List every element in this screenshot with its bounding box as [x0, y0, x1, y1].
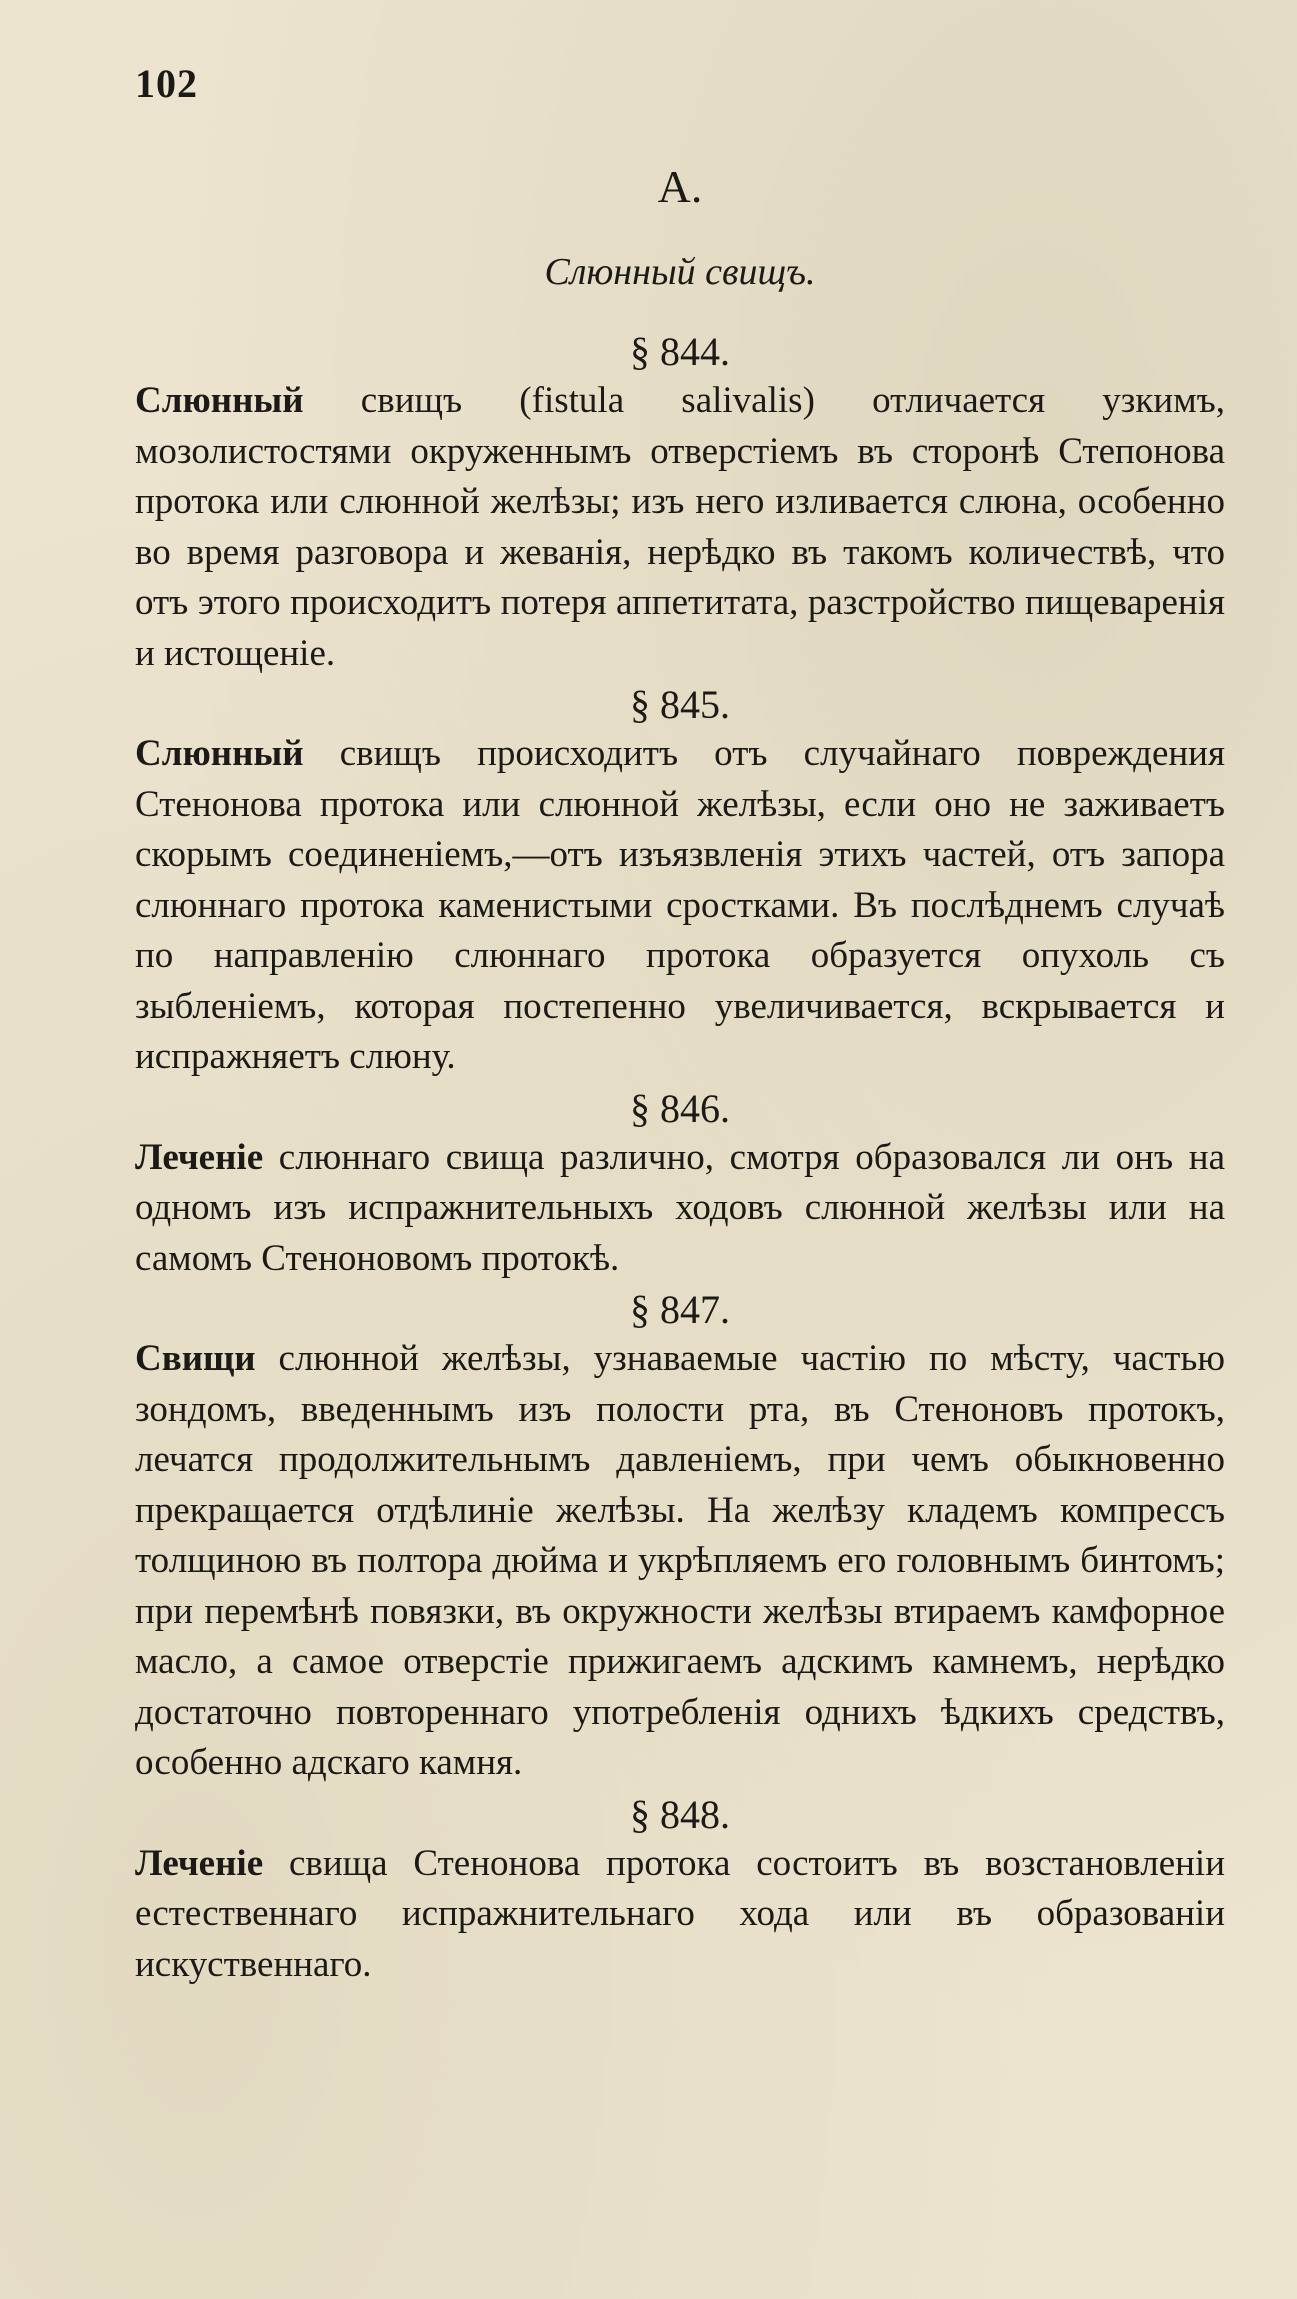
paragraph-body: слюннаго свища различно, смотря образовался ли онъ на одномъ изъ испражнительныхъ ходовъ слюнной желѣзы или на самомъ Стеноновомъ протокѣ.: [135, 1136, 1225, 1279]
paragraph-number: § 846.: [630, 1085, 730, 1131]
paragraph-text: [135, 1839, 1225, 1991]
paragraph-lead-word: Леченіе: [135, 1842, 264, 1884]
chapter-letter: А.: [657, 161, 703, 212]
paragraph-text: [135, 1334, 1225, 1789]
paragraph-body: слюнной желѣзы, узнаваемые частію по мѣсту, частью зондомъ, введеннымъ изъ полости рта, въ Стеноновъ протокъ, лечатся продолжительнымъ давленіемъ, при чемъ обыкновенно прекращается отдѣлиніе желѣзы. На желѣзу кладемъ компрессъ толщиною въ полтора дюйма и укрѣпляемъ его головнымъ бинтомъ; при перемѣнѣ повязки, въ окружности желѣзы втираемъ камфорное масло, а самое отверстіе прижигаемъ адскимъ камнемъ, нерѣдко достаточно повтореннаго употребленія однихъ ѣдкихъ средствъ, особенно адскаго камня.: [135, 1338, 1225, 1783]
paragraph-text: [135, 729, 1225, 1083]
paragraph-body: свищъ происходитъ отъ случайнаго повреждения Стенонова протока или слюнной желѣзы, если оно не заживаетъ скорымъ соединеніемъ,—отъ изъязвленія этихъ частей, отъ запора слюннаго протока каменистыми сростками. Въ послѣднемъ случаѣ по направленію слюннаго протока образуется опухоль съ зыбленіемъ, которая постепенно увеличивается, вскрывается и испражняетъ слюну.: [135, 733, 1225, 1077]
paragraph-number: § 845.: [630, 682, 730, 727]
paragraph-lead-word: Слюнный: [135, 380, 304, 421]
page-number: 102: [135, 61, 198, 106]
paragraph-number: § 848.: [630, 1791, 730, 1837]
paragraph-number: § 844.: [630, 329, 730, 374]
paragraph-lead-word: Леченіе: [135, 1136, 264, 1178]
paragraph-lead-word: Свищи: [135, 1338, 256, 1379]
paragraph-lead-word: Слюнный: [135, 733, 304, 774]
paragraph-text: [135, 1133, 1225, 1285]
paragraph-body: свища Стенонова протока состоитъ въ возстановленіи естественнаго испражнительнаго хода или въ образованіи искуственнаго.: [135, 1842, 1225, 1985]
paragraph-body: свищъ (fistula salivalis) отличается узкимъ, мозолистостями окруженнымъ отверстіемъ въ сторонѣ Степонова протока или слюнной желѣзы; изъ него изливается слюна, особенно во время разговора и жеванія, нерѣдко въ такомъ количествѣ, что отъ этого происходитъ потеря аппетитата, разстройство пищеваренія и истощеніе.: [135, 380, 1225, 674]
page-body: [135, 328, 1225, 1992]
paragraph-number: § 847.: [630, 1287, 730, 1332]
paragraph-text: [135, 376, 1225, 679]
section-title: Слюнный свищъ.: [544, 251, 816, 293]
